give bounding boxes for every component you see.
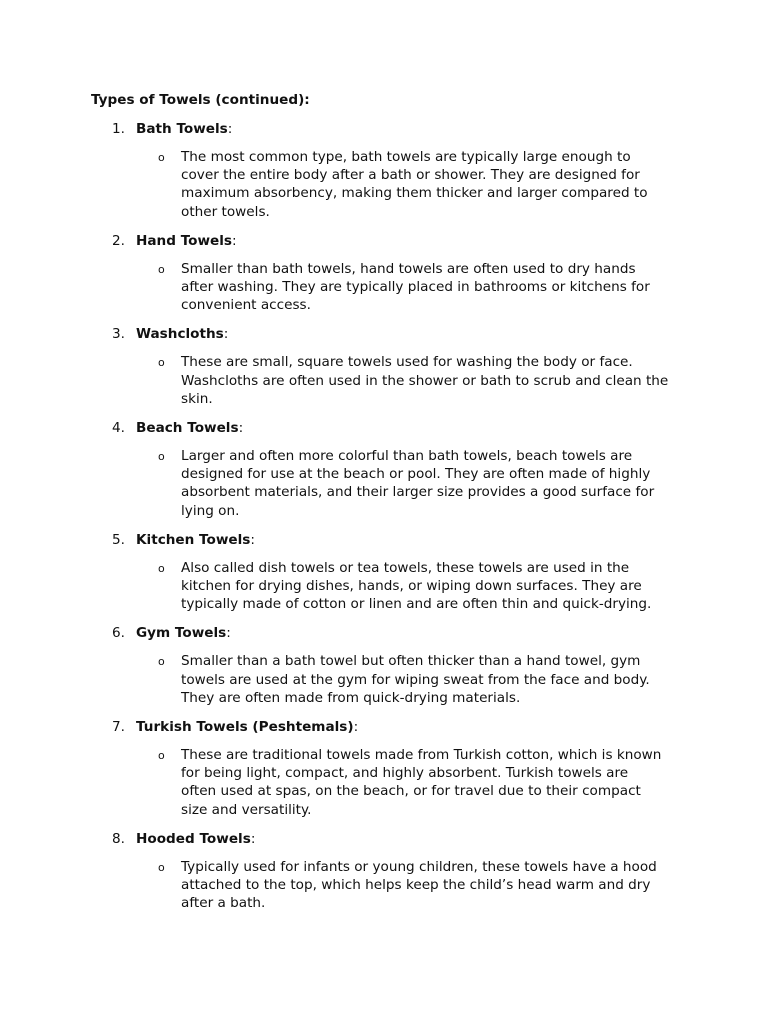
bullet-marker: o bbox=[158, 561, 165, 575]
description-line: designed for use at the beach or pool. They are often made of highly bbox=[181, 466, 651, 483]
description-line: absorbent materials, and their larger size provides a good surface for bbox=[181, 484, 655, 501]
description-text bbox=[181, 559, 681, 614]
list-item-title-suffix: : bbox=[227, 121, 233, 137]
description-text bbox=[181, 353, 681, 408]
description-line: Typically used for infants or young children, these towels have a hood bbox=[181, 858, 657, 875]
list-item-header bbox=[0, 718, 768, 736]
description-line: cover the entire body after a bath or shower. They are designed for bbox=[181, 167, 640, 184]
list-item-title-suffix: : bbox=[250, 531, 255, 548]
bullet-marker: o bbox=[158, 356, 165, 370]
list-item-title-wrap bbox=[136, 120, 232, 138]
list-item-description bbox=[0, 447, 768, 520]
list-item-number: 4. bbox=[112, 420, 125, 437]
description-line: kitchen for drying dishes, hands, or wiping down surfaces. They are bbox=[181, 578, 642, 595]
list-item-title-wrap bbox=[136, 232, 237, 250]
description-line: They are often made from quick-drying materials. bbox=[181, 689, 521, 706]
description-line: Washcloths are often used in the shower or bath to scrub and clean the bbox=[181, 372, 669, 389]
list-item-description bbox=[0, 559, 768, 614]
list-item-header bbox=[0, 419, 768, 437]
description-line: after a bath. bbox=[181, 895, 266, 912]
list-item bbox=[0, 419, 768, 520]
list-item-header bbox=[0, 830, 768, 848]
description-line: towels are used at the gym for wiping sweat from the face and body. bbox=[181, 671, 650, 688]
list-item-number: 1. bbox=[112, 121, 125, 137]
description-text bbox=[181, 652, 681, 707]
list-item-title: Hooded Towels bbox=[136, 830, 251, 847]
list-item-description bbox=[0, 260, 768, 315]
description-line: lying on. bbox=[181, 502, 240, 519]
description-line: attached to the top, which helps keep the child’s head warm and dry bbox=[181, 877, 651, 894]
description-line: Also called dish towels or tea towels, these towels are used in the bbox=[181, 559, 630, 576]
description-line: other towels. bbox=[181, 203, 270, 220]
list-item-number: 5. bbox=[112, 531, 125, 548]
list-item-title-suffix: : bbox=[353, 719, 359, 736]
list-item-number: 7. bbox=[112, 719, 125, 736]
list-item-description bbox=[0, 746, 768, 819]
description-line: Smaller than bath towels, hand towels are often used to dry hands bbox=[181, 260, 636, 277]
list-item-description bbox=[0, 858, 768, 913]
list-item-title-wrap bbox=[136, 325, 228, 343]
description-line: typically made of cotton or linen and are often thin and quick-drying. bbox=[181, 596, 652, 613]
towel-types-list bbox=[0, 120, 768, 923]
description-line: Larger and often more colorful than bath towels, beach towels are bbox=[181, 448, 633, 465]
list-item-title-suffix: : bbox=[232, 232, 237, 249]
list-item bbox=[0, 232, 768, 315]
description-text bbox=[181, 858, 681, 913]
description-line: The most common type, bath towels are typically large enough to bbox=[181, 149, 631, 165]
list-item-title-wrap bbox=[136, 531, 255, 549]
list-item-description bbox=[0, 353, 768, 408]
description-line: skin. bbox=[181, 390, 213, 407]
description-text bbox=[181, 260, 681, 315]
list-item-header bbox=[0, 325, 768, 343]
list-item-header bbox=[0, 232, 768, 250]
description-text bbox=[181, 746, 681, 819]
list-item bbox=[0, 325, 768, 408]
list-item-title-suffix: : bbox=[226, 625, 231, 642]
description-line: after washing. They are typically placed in bathrooms or kitchens for bbox=[181, 279, 650, 296]
list-item bbox=[0, 624, 768, 707]
list-item-header bbox=[0, 531, 768, 549]
description-line: size and versatility. bbox=[181, 801, 312, 818]
list-item-title-wrap bbox=[136, 718, 358, 736]
list-item-description bbox=[0, 148, 768, 221]
bullet-marker: o bbox=[158, 151, 165, 164]
list-item-title: Kitchen Towels bbox=[136, 531, 251, 548]
bullet-marker: o bbox=[158, 450, 165, 464]
list-item-title: Bath Towels bbox=[136, 121, 228, 137]
list-item-title: Turkish Towels (Peshtemals) bbox=[136, 719, 354, 736]
description-line: These are traditional towels made from Turkish cotton, which is known bbox=[181, 747, 662, 764]
list-item bbox=[0, 531, 768, 614]
list-item-number: 2. bbox=[112, 232, 125, 249]
description-text bbox=[181, 447, 681, 520]
list-item-header bbox=[0, 624, 768, 642]
description-line: convenient access. bbox=[181, 297, 311, 314]
list-item-title: Gym Towels bbox=[136, 625, 227, 642]
description-line: for being light, compact, and highly absorbent. Turkish towels are bbox=[181, 765, 629, 782]
list-item-header bbox=[0, 120, 768, 138]
list-item bbox=[0, 830, 768, 913]
bullet-marker: o bbox=[158, 860, 165, 874]
list-item bbox=[0, 120, 768, 221]
description-text bbox=[181, 148, 681, 221]
list-item-title-suffix: : bbox=[223, 326, 229, 343]
list-item bbox=[0, 718, 768, 819]
list-item-number: 8. bbox=[112, 830, 125, 847]
description-line: often used at spas, on the beach, or for travel due to their compact bbox=[181, 783, 641, 800]
list-item-title: Hand Towels bbox=[136, 232, 233, 249]
list-item-title-wrap bbox=[136, 624, 231, 642]
list-item-title: Beach Towels bbox=[136, 420, 239, 437]
list-item-title: Washcloths bbox=[136, 326, 224, 343]
list-item-title-suffix: : bbox=[238, 420, 244, 437]
list-item-description bbox=[0, 652, 768, 707]
list-item-number: 3. bbox=[112, 326, 125, 343]
description-line: These are small, square towels used for washing the body or face. bbox=[181, 354, 633, 371]
document-heading: Types of Towels (continued): bbox=[91, 92, 310, 108]
bullet-marker: o bbox=[158, 655, 165, 669]
description-line: maximum absorbency, making them thicker and larger compared to bbox=[181, 185, 648, 202]
list-item-title-wrap bbox=[136, 830, 255, 848]
bullet-marker: o bbox=[158, 262, 165, 276]
list-item-title-suffix: : bbox=[250, 830, 256, 847]
list-item-title-wrap bbox=[136, 419, 243, 437]
bullet-marker: o bbox=[158, 749, 165, 763]
description-line: Smaller than a bath towel but often thicker than a hand towel, gym bbox=[181, 653, 641, 670]
list-item-number: 6. bbox=[112, 625, 125, 642]
